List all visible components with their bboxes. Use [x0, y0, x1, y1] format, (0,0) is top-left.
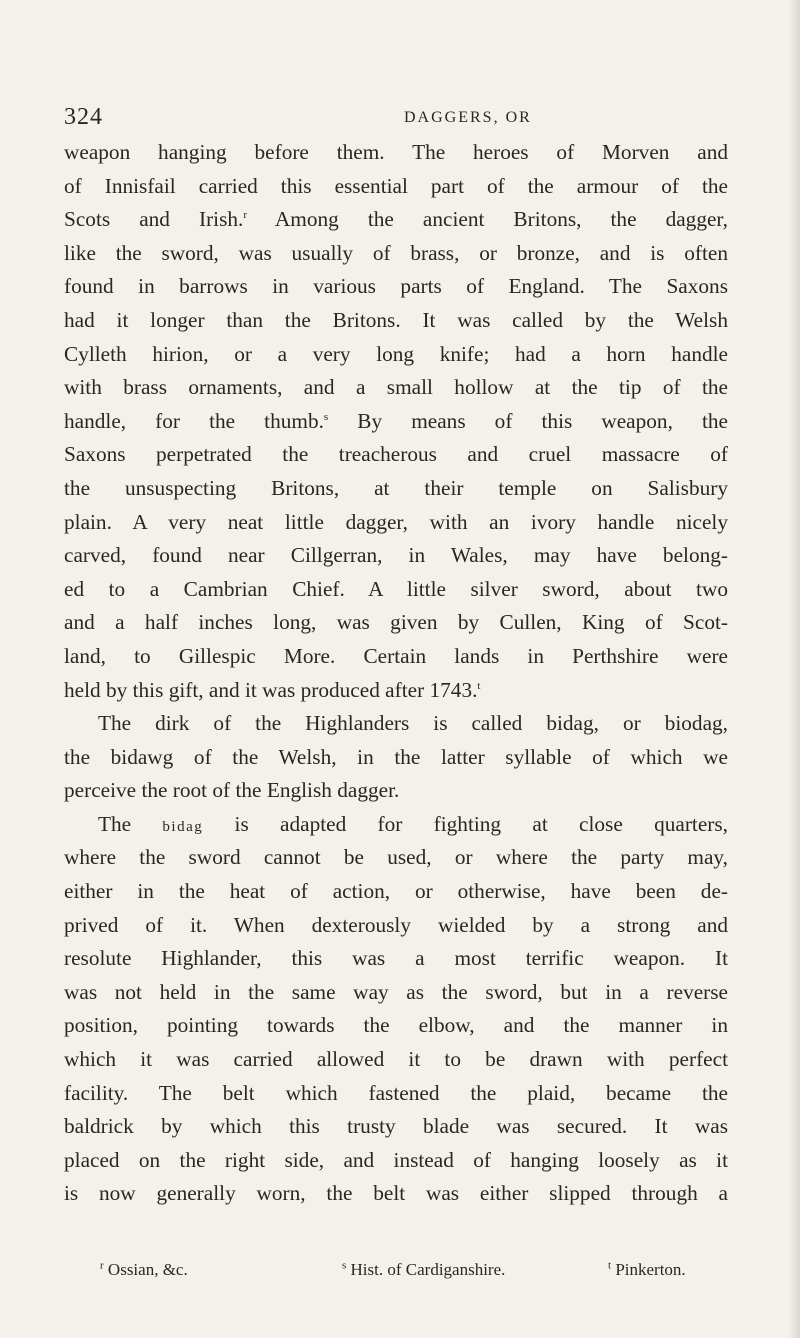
- text-line: is now generally worn, the belt was either slipped through a: [64, 1181, 728, 1206]
- text-line: the bidawg of the Welsh, in the latter syllable of which we: [64, 744, 728, 769]
- text-line: was not held in the same way as the sword, but in a reverse: [64, 979, 728, 1004]
- text-line: resolute Highlander, this was a most terrific weapon. It: [64, 946, 728, 971]
- footnote-text-r: Ossian, &c.: [107, 1260, 188, 1279]
- text-line: prived of it. When dexterously wielded by a strong and: [64, 912, 728, 937]
- text-line: baldrick by which this trusty blade was secured. It was: [64, 1114, 728, 1139]
- small-caps-term: bidag: [162, 818, 204, 835]
- text-line: ed to a Cambrian Chief. A little silver sword, about two: [64, 576, 728, 601]
- text-line: of Innisfail carried this essential part of the armour of the: [64, 173, 728, 198]
- footnote-ref-r: r: [243, 209, 248, 222]
- text-line: Saxons perpetrated the treacherous and cruel massacre of: [64, 442, 728, 467]
- text-line: handle, for the thumb.$^s$ By means of this weapon, the: [64, 408, 728, 433]
- running-head: DAGGERS, OR: [404, 109, 532, 126]
- text-line: which it was carried allowed it to be drawn with perfect: [64, 1047, 728, 1072]
- text-line: Scots and Irish.$^r$ Among the ancient Britons, the dagger,: [64, 207, 728, 232]
- text-line: facility. The belt which fastened the plaid, became the: [64, 1080, 728, 1105]
- footnote-t: [608, 1256, 686, 1284]
- text-line: Cylleth hirion, or a very long knife; had a horn handle: [64, 341, 728, 366]
- text-line: had it longer than the Britons. It was called by the Welsh: [64, 307, 728, 332]
- footnote-mark-t: t: [608, 1259, 612, 1272]
- text-line: found in barrows in various parts of England. The Saxons: [64, 274, 728, 299]
- text-line: the unsuspecting Britons, at their temple on Salisbury: [64, 475, 728, 500]
- footnote-mark-s: s: [342, 1259, 347, 1272]
- text-line: The bidag is adapted for fighting at close quarters,: [98, 811, 728, 836]
- footnote-ref-t: t: [477, 679, 481, 692]
- footnote-ref-s: s: [323, 410, 329, 423]
- text-line: with brass ornaments, and a small hollow at the tip of the: [64, 375, 728, 400]
- text-line: The dirk of the Highlanders is called bidag, or biodag,: [98, 711, 728, 736]
- text-line: placed on the right side, and instead of hanging loosely as it: [64, 1147, 728, 1172]
- text-line: land, to Gillespic More. Certain lands in Perthshire were: [64, 643, 728, 668]
- page-number: 324: [64, 104, 103, 130]
- footnote-s: [342, 1256, 505, 1284]
- body-text: [64, 136, 728, 1211]
- text-line: weapon hanging before them. The heroes of Morven and: [64, 140, 728, 164]
- text-line: and a half inches long, was given by Cullen, King of Scot-: [64, 610, 728, 635]
- page-edge-shadow: [788, 0, 800, 1338]
- text-line: held by this gift, and it was produced after 1743.$^t$: [64, 677, 481, 702]
- text-line: carved, found near Cillgerran, in Wales, may have belong-: [64, 543, 728, 568]
- text-line: perceive the root of the English dagger.: [64, 778, 400, 803]
- text-line: position, pointing towards the elbow, and the manner in: [64, 1013, 728, 1038]
- footnotes: [64, 1256, 728, 1284]
- text-line: either in the heat of action, or otherwise, have been de-: [64, 879, 728, 904]
- page-header: [64, 102, 724, 132]
- text-line: where the sword cannot be used, or where the party may,: [64, 845, 728, 870]
- footnote-r: [100, 1256, 188, 1284]
- text-line: like the sword, was usually of brass, or bronze, and is often: [64, 240, 728, 265]
- footnote-mark-r: r: [100, 1259, 104, 1272]
- footnote-text-s: Hist. of Cardiganshire.: [350, 1260, 506, 1279]
- text-line: plain. A very neat little dagger, with an ivory handle nicely: [64, 509, 728, 534]
- footnote-text-t: Pinkerton.: [615, 1260, 686, 1279]
